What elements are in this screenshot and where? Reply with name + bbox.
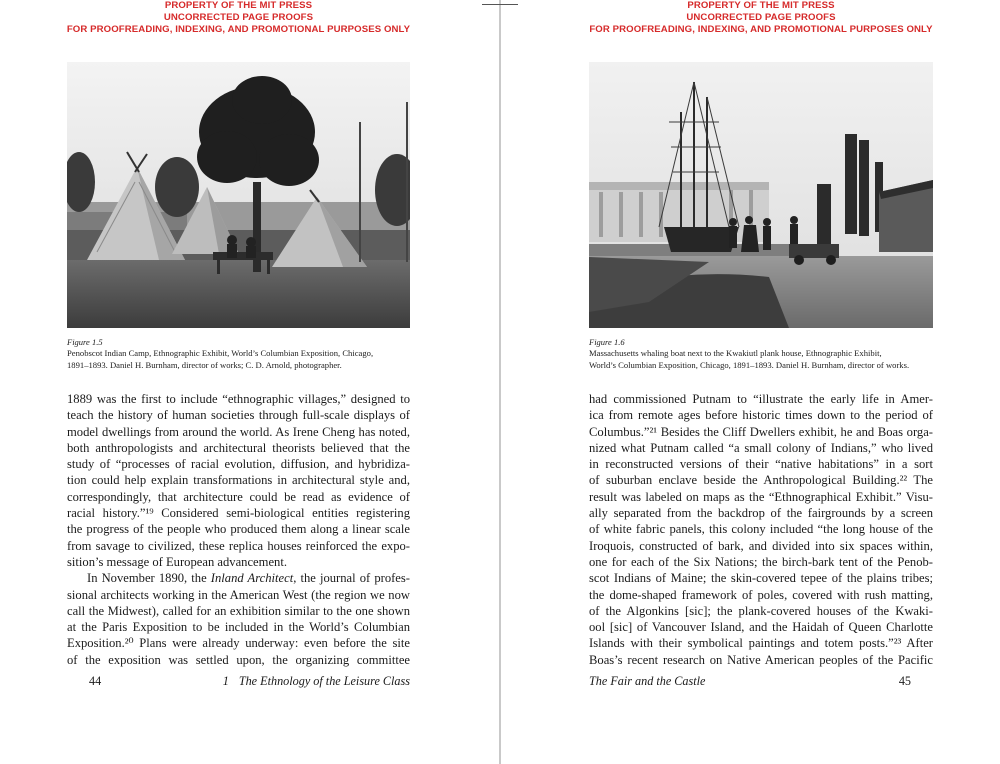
running-head: The Fair and the Castle	[589, 674, 706, 688]
photograph-whaling-ship-totem-poles-icon	[589, 62, 933, 328]
figure-caption: Massachusetts whaling boat next to the Kwakiutl plank house, Ethnographic Exhibit, World’s Columbian Exposition, Chicago, 1891–1893. Daniel H. Burnham, director of works.	[589, 348, 910, 370]
figure-caption: Penobscot Indian Camp, Ethnographic Exhibit, World’s Columbian Exposition, Chicago, 1891–1893. Daniel H. Burnham, director of works; C. D. Arnold, photographer.	[67, 348, 374, 370]
figure-1-6-photograph	[589, 62, 933, 328]
proof-notice-right: PROPERTY OF THE MIT PRESS UNCORRECTED PAGE PROOFS FOR PROOFREADING, INDEXING, AND PROMOTIONAL PURPOSES ONLY	[589, 0, 933, 35]
body-text: had commissioned Putnam to “illustrate the early life in Amer- ica from remote ages before historic times down to the period of Columbus.”²¹ Besides the Cliff Dwellers exhibit, he and Boas orga- nized what Putnam called “a small colony of Indians,” who lived in reconstructed versions of their “native habitations” in a sort of suburban enclave beside the Anthropological Building.²² The result was labeled on maps as the “Ethnographical Exhibit.” Visu- ally separated from the backdrop of the fairgrounds by a screen of white fabric panels, this colony included “the long house of the Iroquois, constructed of bark, and divided into six spaces within, one for each of the Six Nations; the birch-bark tent of the Penob- scot Indians of Maine; the skin-covered tepee of the plains tribes; the dome-shaped framework of poles, covered with rush matting, of the Algonkins [sic]; the plank-covered houses of the Kwaki- ool [sic] of Vancouver Island, and the Haidah of Queen Charlotte Islands with their symbolical paintings and totem posts.”²³ After Boas’s recent research on Native American peoples of the Pacific	[589, 392, 933, 667]
chapter-title: The Ethnology of the Leisure Class	[238, 674, 410, 688]
page-number: 45	[898, 674, 911, 688]
chapter-number: 1	[222, 674, 229, 688]
figure-label: Figure 1.5	[67, 337, 103, 347]
proof-notice-left: PROPERTY OF THE MIT PRESS UNCORRECTED PAGE PROOFS FOR PROOFREADING, INDEXING, AND PROMOTIONAL PURPOSES ONLY	[66, 0, 411, 35]
right-page	[589, 0, 933, 764]
running-head	[223, 674, 410, 688]
figure-1-5-photograph	[67, 62, 410, 328]
figure-label: Figure 1.6	[589, 337, 625, 347]
left-page	[67, 0, 410, 764]
photograph-tepee-camp-icon	[67, 62, 410, 328]
journal-title: Inland Architect	[210, 571, 294, 586]
page-number: 44	[89, 674, 102, 688]
crop-mark	[482, 4, 518, 5]
body-text: 1889 was the first to include “ethnographic villages,” designed to teach the history of human societies through full-scale displays of model dwellings from around the world. As Irene Cheng has noted, both anthropologists and architectural theorists believed that the study of “processes of racial evolution, diffusion, and hybridiza- tion could help explain transformations in architectural style and, correspondingly, that architecture could be read as evidence of racial history.”¹⁹ Considered semi-biological entities registering the progress of the people who produced them along a linear scale from savage to civilized, these replica houses reinforced the expo- sition’s message of European advancement. In November 1890, the Inland Architect, the journal of profes- sional architects working in the American West (the region we now call the Midwest), called for an exhibition similar to the one shown at the Paris Exposition to be included in the World’s Columbian Exposition.²⁰ Plans were already underway: even before the site of the exposition was settled upon, the organizing committee	[67, 392, 410, 667]
book-spine-gutter	[499, 0, 501, 764]
